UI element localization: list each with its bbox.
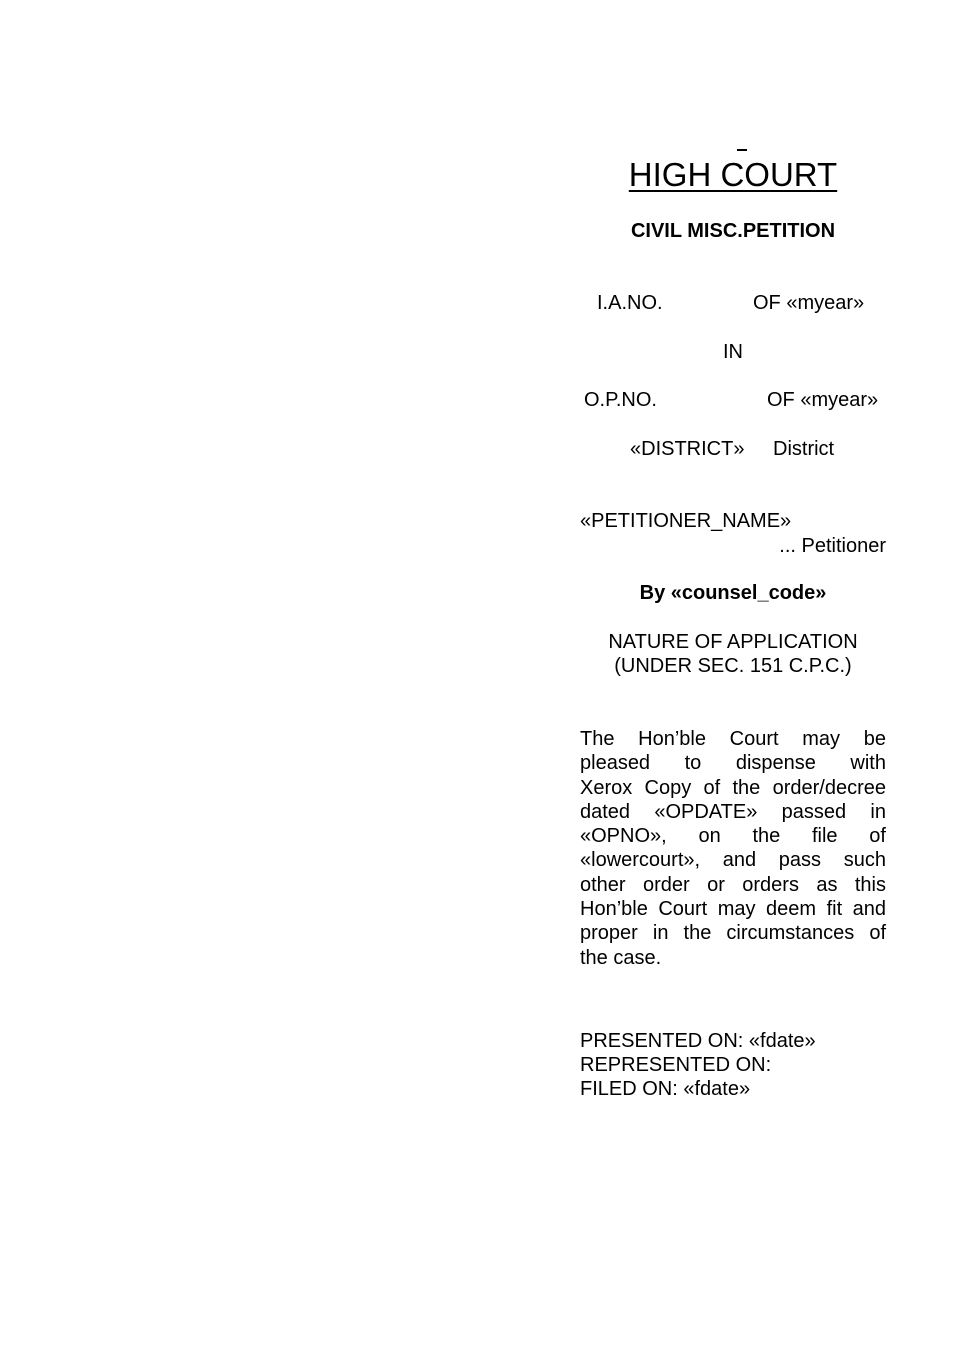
paragraph-line: proper in the circumstances of <box>580 922 886 945</box>
paragraph-line: pleased to dispense with <box>580 752 886 775</box>
petitioner-name: «PETITIONER_NAME» <box>580 510 792 532</box>
nature-of-application: NATURE OF APPLICATION <box>608 631 858 653</box>
represented-on: REPRESENTED ON: <box>580 1054 772 1076</box>
paragraph-line: «OPNO», on the file of <box>580 825 886 848</box>
presented-on: PRESENTED ON: «fdate» <box>580 1030 816 1052</box>
filed-on: FILED ON: «fdate» <box>580 1078 751 1100</box>
in-label: IN <box>723 341 743 363</box>
paragraph-line: other order or orders as this <box>580 873 886 896</box>
ia-year: OF «myear» <box>753 292 865 314</box>
paragraph-line: Hon’ble Court may deem fit and <box>580 898 886 921</box>
op-number-label: O.P.NO. <box>584 389 657 411</box>
district-label: District <box>773 438 835 460</box>
application-paragraph <box>580 727 886 970</box>
counsel-line: By «counsel_code» <box>639 582 827 604</box>
nature-section: (UNDER SEC. 151 C.P.C.) <box>614 655 852 677</box>
paragraph-line: «lowercourt», and pass such <box>580 849 886 872</box>
ia-number-label: I.A.NO. <box>597 292 663 314</box>
op-year: OF «myear» <box>767 389 879 411</box>
district-field: «DISTRICT» <box>630 438 745 460</box>
paragraph-line: Xerox Copy of the order/decree <box>580 776 886 799</box>
paragraph-line: dated «OPDATE» passed in <box>580 800 886 823</box>
paragraph-line: The Hon’ble Court may be <box>580 728 886 750</box>
header-dash-mark <box>737 149 747 151</box>
petitioner-role: ... Petitioner <box>779 535 886 557</box>
paragraph-line: the case. <box>580 946 662 969</box>
court-title: HIGH COURT <box>628 156 838 193</box>
petition-type: CIVIL MISC.PETITION <box>630 220 836 242</box>
